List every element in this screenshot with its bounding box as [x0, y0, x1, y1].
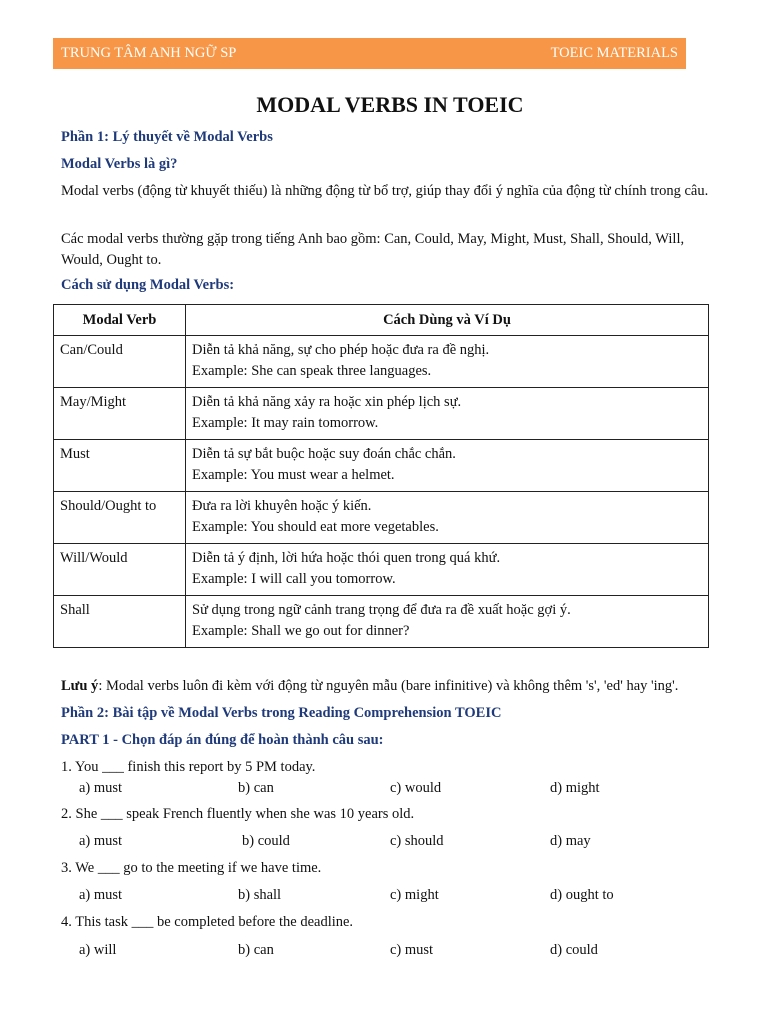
- note-paragraph: [61, 676, 716, 697]
- option-c[interactable]: c) must: [390, 942, 434, 958]
- note-text: : Modal verbs luôn đi kèm với động từ nguyên mẫu (bare infinitive) và không thêm 's', 'ed' hay 'ing'.: [98, 678, 679, 694]
- table-cell-usage: [186, 544, 709, 596]
- example-text: Example: It may rain tomorrow.: [192, 414, 379, 431]
- usage-text: Diễn tả ý định, lời hứa hoặc thói quen trong quá khứ.: [192, 550, 501, 566]
- page-title: MODAL VERBS IN TOEIC: [256, 92, 524, 117]
- option-a[interactable]: a) will: [79, 942, 117, 958]
- table-cell-usage: [186, 492, 709, 544]
- table-header-row: [54, 305, 709, 336]
- definition-paragraph: Modal verbs (động từ khuyết thiếu) là những động từ bổ trợ, giúp thay đổi ý nghĩa của động từ chính trong câu.: [61, 183, 709, 199]
- option-c[interactable]: c) would: [390, 780, 442, 796]
- usage-text: Diễn tả khả năng, sự cho phép hoặc đưa ra đề nghị.: [192, 342, 490, 358]
- table-row: [54, 336, 709, 388]
- header-bar: [53, 38, 686, 69]
- table-row: [54, 388, 709, 440]
- option-a[interactable]: a) must: [79, 780, 123, 796]
- what-heading: Modal Verbs là gì?: [61, 156, 178, 172]
- usage-text: Đưa ra lời khuyên hoặc ý kiến.: [192, 498, 372, 514]
- part2-heading: Phần 2: Bài tập về Modal Verbs trong Reading Comprehension TOEIC: [61, 705, 502, 721]
- option-b[interactable]: b) shall: [238, 887, 282, 903]
- option-a[interactable]: a) must: [79, 833, 123, 849]
- table-cell-verb: May/Might: [54, 388, 186, 440]
- option-d[interactable]: d) could: [550, 942, 598, 958]
- table-header-usage: Cách Dùng và Ví Dụ: [186, 305, 709, 336]
- header-left: TRUNG TÂM ANH NGỮ SP: [61, 45, 237, 61]
- table-cell-usage: [186, 388, 709, 440]
- option-d[interactable]: d) might: [550, 780, 600, 796]
- option-d[interactable]: d) may: [550, 833, 591, 849]
- example-text: Example: Shall we go out for dinner?: [192, 622, 410, 639]
- table-cell-verb: Should/Ought to: [54, 492, 186, 544]
- usage-heading: Cách sử dụng Modal Verbs:: [61, 277, 235, 293]
- table-cell-usage: [186, 336, 709, 388]
- option-c[interactable]: c) might: [390, 887, 439, 903]
- option-d[interactable]: d) ought to: [550, 887, 614, 903]
- question-3: 3. We ___ go to the meeting if we have time.: [61, 860, 322, 876]
- modal-verbs-table: [53, 304, 709, 648]
- table-cell-verb: Can/Could: [54, 336, 186, 388]
- example-text: Example: I will call you tomorrow.: [192, 570, 396, 587]
- option-b[interactable]: b) could: [242, 833, 290, 849]
- note-label: Lưu ý: [61, 678, 99, 694]
- part1-heading: Phần 1: Lý thuyết về Modal Verbs: [61, 129, 273, 145]
- question-2: 2. She ___ speak French fluently when she was 10 years old.: [61, 806, 415, 822]
- example-text: Example: She can speak three languages.: [192, 362, 432, 379]
- table-cell-verb: Will/Would: [54, 544, 186, 596]
- option-b[interactable]: b) can: [238, 780, 274, 796]
- option-b[interactable]: b) can: [238, 942, 274, 958]
- usage-text: Diễn tả sự bắt buộc hoặc suy đoán chắc chắn.: [192, 446, 456, 462]
- option-a[interactable]: a) must: [79, 887, 123, 903]
- example-text: Example: You should eat more vegetables.: [192, 518, 439, 535]
- exercise-heading: PART 1 - Chọn đáp án đúng để hoàn thành câu sau:: [61, 732, 384, 748]
- table-cell-usage: [186, 596, 709, 648]
- table-cell-verb: Must: [54, 440, 186, 492]
- table-row: [54, 544, 709, 596]
- table-row: [54, 596, 709, 648]
- common-verbs-paragraph: Các modal verbs thường gặp trong tiếng Anh bao gồm: Can, Could, May, Might, Must, Shall, Should, Will, Would, Ought to.: [61, 231, 685, 268]
- table-row: [54, 440, 709, 492]
- question-1: 1. You ___ finish this report by 5 PM today.: [61, 759, 316, 775]
- table-header-verb: Modal Verb: [54, 305, 186, 336]
- option-c[interactable]: c) should: [390, 833, 444, 849]
- question-4: 4. This task ___ be completed before the deadline.: [61, 914, 354, 930]
- table-cell-verb: Shall: [54, 596, 186, 648]
- usage-text: Diễn tả khả năng xảy ra hoặc xin phép lịch sự.: [192, 394, 462, 410]
- usage-text: Sử dụng trong ngữ cảnh trang trọng để đưa ra đề xuất hoặc gợi ý.: [192, 602, 571, 618]
- example-text: Example: You must wear a helmet.: [192, 466, 395, 483]
- header-right: TOEIC MATERIALS: [550, 45, 678, 61]
- table-cell-usage: [186, 440, 709, 492]
- table-row: [54, 492, 709, 544]
